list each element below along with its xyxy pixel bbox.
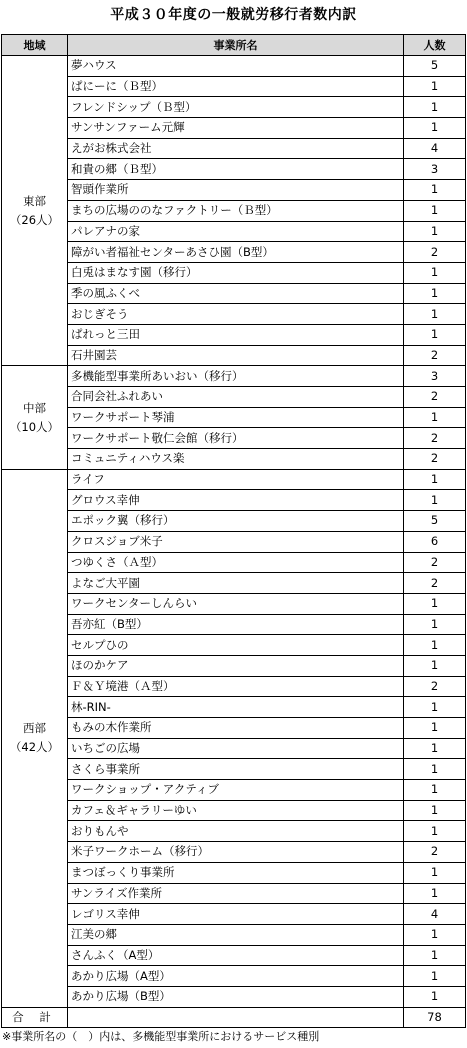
facility-count: 1 [404, 97, 466, 118]
facility-count: 1 [404, 738, 466, 759]
facility-count: 5 [404, 56, 466, 77]
total-value: 78 [404, 1007, 466, 1028]
region-subtotal: （42人） [9, 740, 60, 755]
facility-count: 1 [404, 324, 466, 345]
table-row [2, 449, 466, 470]
facility-name: あかり広場（B型） [68, 986, 404, 1007]
facility-count: 2 [404, 552, 466, 573]
facility-count: 2 [404, 428, 466, 449]
table-row [2, 304, 466, 325]
facility-count: 1 [404, 966, 466, 987]
facility-count: 3 [404, 159, 466, 180]
region-cell [2, 56, 68, 366]
table-row [2, 324, 466, 345]
facility-name: グロウス幸伸 [68, 490, 404, 511]
facility-name: 米子ワークホーム（移行） [68, 842, 404, 863]
facility-count: 5 [404, 511, 466, 532]
facility-count: 1 [404, 614, 466, 635]
facility-count: 1 [404, 780, 466, 801]
table-row [2, 366, 466, 387]
table-row [2, 904, 466, 925]
facility-name: 智頭作業所 [68, 180, 404, 201]
facility-name: さくら事業所 [68, 759, 404, 780]
table-row [2, 511, 466, 532]
facility-count: 2 [404, 387, 466, 408]
header-count: 人数 [404, 35, 466, 56]
region-cell [2, 469, 68, 1007]
table-row [2, 97, 466, 118]
facility-name: セルプひの [68, 635, 404, 656]
table-row [2, 945, 466, 966]
facility-name: エポック翼（移行） [68, 511, 404, 532]
facility-count: 2 [404, 449, 466, 470]
facility-name: Ｆ＆Ｙ境港（Ａ型） [68, 676, 404, 697]
facility-count: 4 [404, 904, 466, 925]
facility-name: えがお株式会社 [68, 138, 404, 159]
facility-name: レゴリス幸伸 [68, 904, 404, 925]
facility-name: 障がい者福祉センターあさひ園（B型） [68, 242, 404, 263]
table-row [2, 200, 466, 221]
facility-name: 石井園芸 [68, 345, 404, 366]
facility-name: 多機能型事業所あいおい（移行） [68, 366, 404, 387]
facility-count: 1 [404, 759, 466, 780]
facility-name: 夢ハウス [68, 56, 404, 77]
facility-count: 1 [404, 718, 466, 739]
facility-count: 1 [404, 593, 466, 614]
facility-name: 吾亦紅（B型） [68, 614, 404, 635]
table-row [2, 552, 466, 573]
facility-count: 1 [404, 304, 466, 325]
table-row [2, 614, 466, 635]
facility-name: もみの木作業所 [68, 718, 404, 739]
facility-name: あかり広場（A型） [68, 966, 404, 987]
facility-name: おじぎそう [68, 304, 404, 325]
table-row [2, 490, 466, 511]
facility-name: 江美の郷 [68, 924, 404, 945]
region-name: 西部 [23, 721, 46, 736]
region-name: 中部 [23, 400, 46, 415]
facility-count: 1 [404, 862, 466, 883]
facility-count: 1 [404, 924, 466, 945]
facility-count: 1 [404, 221, 466, 242]
facility-name: 林-RIN- [68, 697, 404, 718]
footnote: ※事業所名の（ ）内は、多機能型事業所におけるサービス種別 [2, 1030, 320, 1043]
facility-count: 1 [404, 469, 466, 490]
facility-name: コミュニティハウス楽 [68, 449, 404, 470]
facility-count: 2 [404, 573, 466, 594]
table-row [2, 56, 466, 77]
total-empty [68, 1007, 404, 1028]
facility-count: 1 [404, 655, 466, 676]
facility-count: 1 [404, 407, 466, 428]
table-row [2, 76, 466, 97]
facility-name: 合同会社ふれあい [68, 387, 404, 408]
table-row [2, 655, 466, 676]
facility-count: 1 [404, 283, 466, 304]
facility-name: ぱれっと三田 [68, 324, 404, 345]
table-row [2, 242, 466, 263]
facility-count: 1 [404, 821, 466, 842]
table-body [2, 56, 466, 1028]
facility-count: 3 [404, 366, 466, 387]
facility-count: 1 [404, 262, 466, 283]
table-row [2, 159, 466, 180]
facility-name: ワークセンターしんらい [68, 593, 404, 614]
region-name: 東部 [23, 193, 46, 208]
facility-count: 2 [404, 242, 466, 263]
region-subtotal: （10人） [9, 419, 60, 434]
table-row [2, 407, 466, 428]
table-row [2, 262, 466, 283]
table-row [2, 573, 466, 594]
table-row [2, 697, 466, 718]
table-row [2, 842, 466, 863]
facility-count: 1 [404, 200, 466, 221]
table-row [2, 821, 466, 842]
table-row [2, 966, 466, 987]
facility-name: ワークサポート敬仁会館（移行） [68, 428, 404, 449]
header-row [2, 35, 466, 56]
facility-name: よなご大平園 [68, 573, 404, 594]
facility-count: 1 [404, 945, 466, 966]
table-row [2, 428, 466, 449]
table-row [2, 593, 466, 614]
page-title: 平成３０年度の一般就労移行者数内訳 [110, 7, 357, 23]
total-label: 合 計 [2, 1007, 68, 1028]
region-cell [2, 366, 68, 469]
facility-name: パレアナの家 [68, 221, 404, 242]
transition-breakdown-table [1, 34, 466, 1028]
facility-name: つゆくさ（Ａ型） [68, 552, 404, 573]
facility-name: ぱにーに（Ｂ型） [68, 76, 404, 97]
table-row [2, 138, 466, 159]
facility-count: 1 [404, 697, 466, 718]
facility-count: 2 [404, 842, 466, 863]
table-row [2, 862, 466, 883]
facility-count: 1 [404, 118, 466, 139]
table-row [2, 221, 466, 242]
table-row [2, 469, 466, 490]
region-subtotal: （26人） [9, 212, 60, 227]
table-row [2, 118, 466, 139]
facility-name: サンライズ作業所 [68, 883, 404, 904]
table-row [2, 759, 466, 780]
table-row [2, 676, 466, 697]
facility-count: 2 [404, 676, 466, 697]
facility-name: カフェ＆ギャラリーゆい [68, 800, 404, 821]
facility-name: おりもんや [68, 821, 404, 842]
facility-count: 2 [404, 345, 466, 366]
table-row [2, 986, 466, 1007]
facility-count: 1 [404, 986, 466, 1007]
table-row [2, 345, 466, 366]
header-region: 地域 [2, 35, 68, 56]
facility-count: 1 [404, 180, 466, 201]
facility-name: 和貴の郷（Ｂ型） [68, 159, 404, 180]
facility-name: ほのかケア [68, 655, 404, 676]
facility-count: 6 [404, 531, 466, 552]
facility-name: いちごの広場 [68, 738, 404, 759]
facility-count: 4 [404, 138, 466, 159]
header-name: 事業所名 [68, 35, 404, 56]
facility-name: 季の風ふくべ [68, 283, 404, 304]
facility-name: まちの広場ののなファクトリー（Ｂ型） [68, 200, 404, 221]
facility-count: 1 [404, 800, 466, 821]
table-row [2, 780, 466, 801]
facility-name: さんふく（A型） [68, 945, 404, 966]
table-row [2, 738, 466, 759]
facility-name: ワークサポート琴浦 [68, 407, 404, 428]
table-row [2, 800, 466, 821]
table-row [2, 283, 466, 304]
table-row [2, 387, 466, 408]
facility-count: 1 [404, 883, 466, 904]
facility-count: 1 [404, 635, 466, 656]
facility-count: 1 [404, 76, 466, 97]
table-row [2, 531, 466, 552]
facility-count: 1 [404, 490, 466, 511]
facility-name: サンサンファーム元輝 [68, 118, 404, 139]
table-row [2, 635, 466, 656]
facility-name: ライフ [68, 469, 404, 490]
facility-name: クロスジョブ米子 [68, 531, 404, 552]
facility-name: まつぼっくり事業所 [68, 862, 404, 883]
table-row [2, 883, 466, 904]
table-row [2, 180, 466, 201]
table-row [2, 718, 466, 739]
facility-name: フレンドシップ（Ｂ型） [68, 97, 404, 118]
facility-name: 白兎はまなす園（移行） [68, 262, 404, 283]
facility-name: ワークショップ・アクティブ [68, 780, 404, 801]
table-row [2, 924, 466, 945]
total-row [2, 1007, 466, 1028]
